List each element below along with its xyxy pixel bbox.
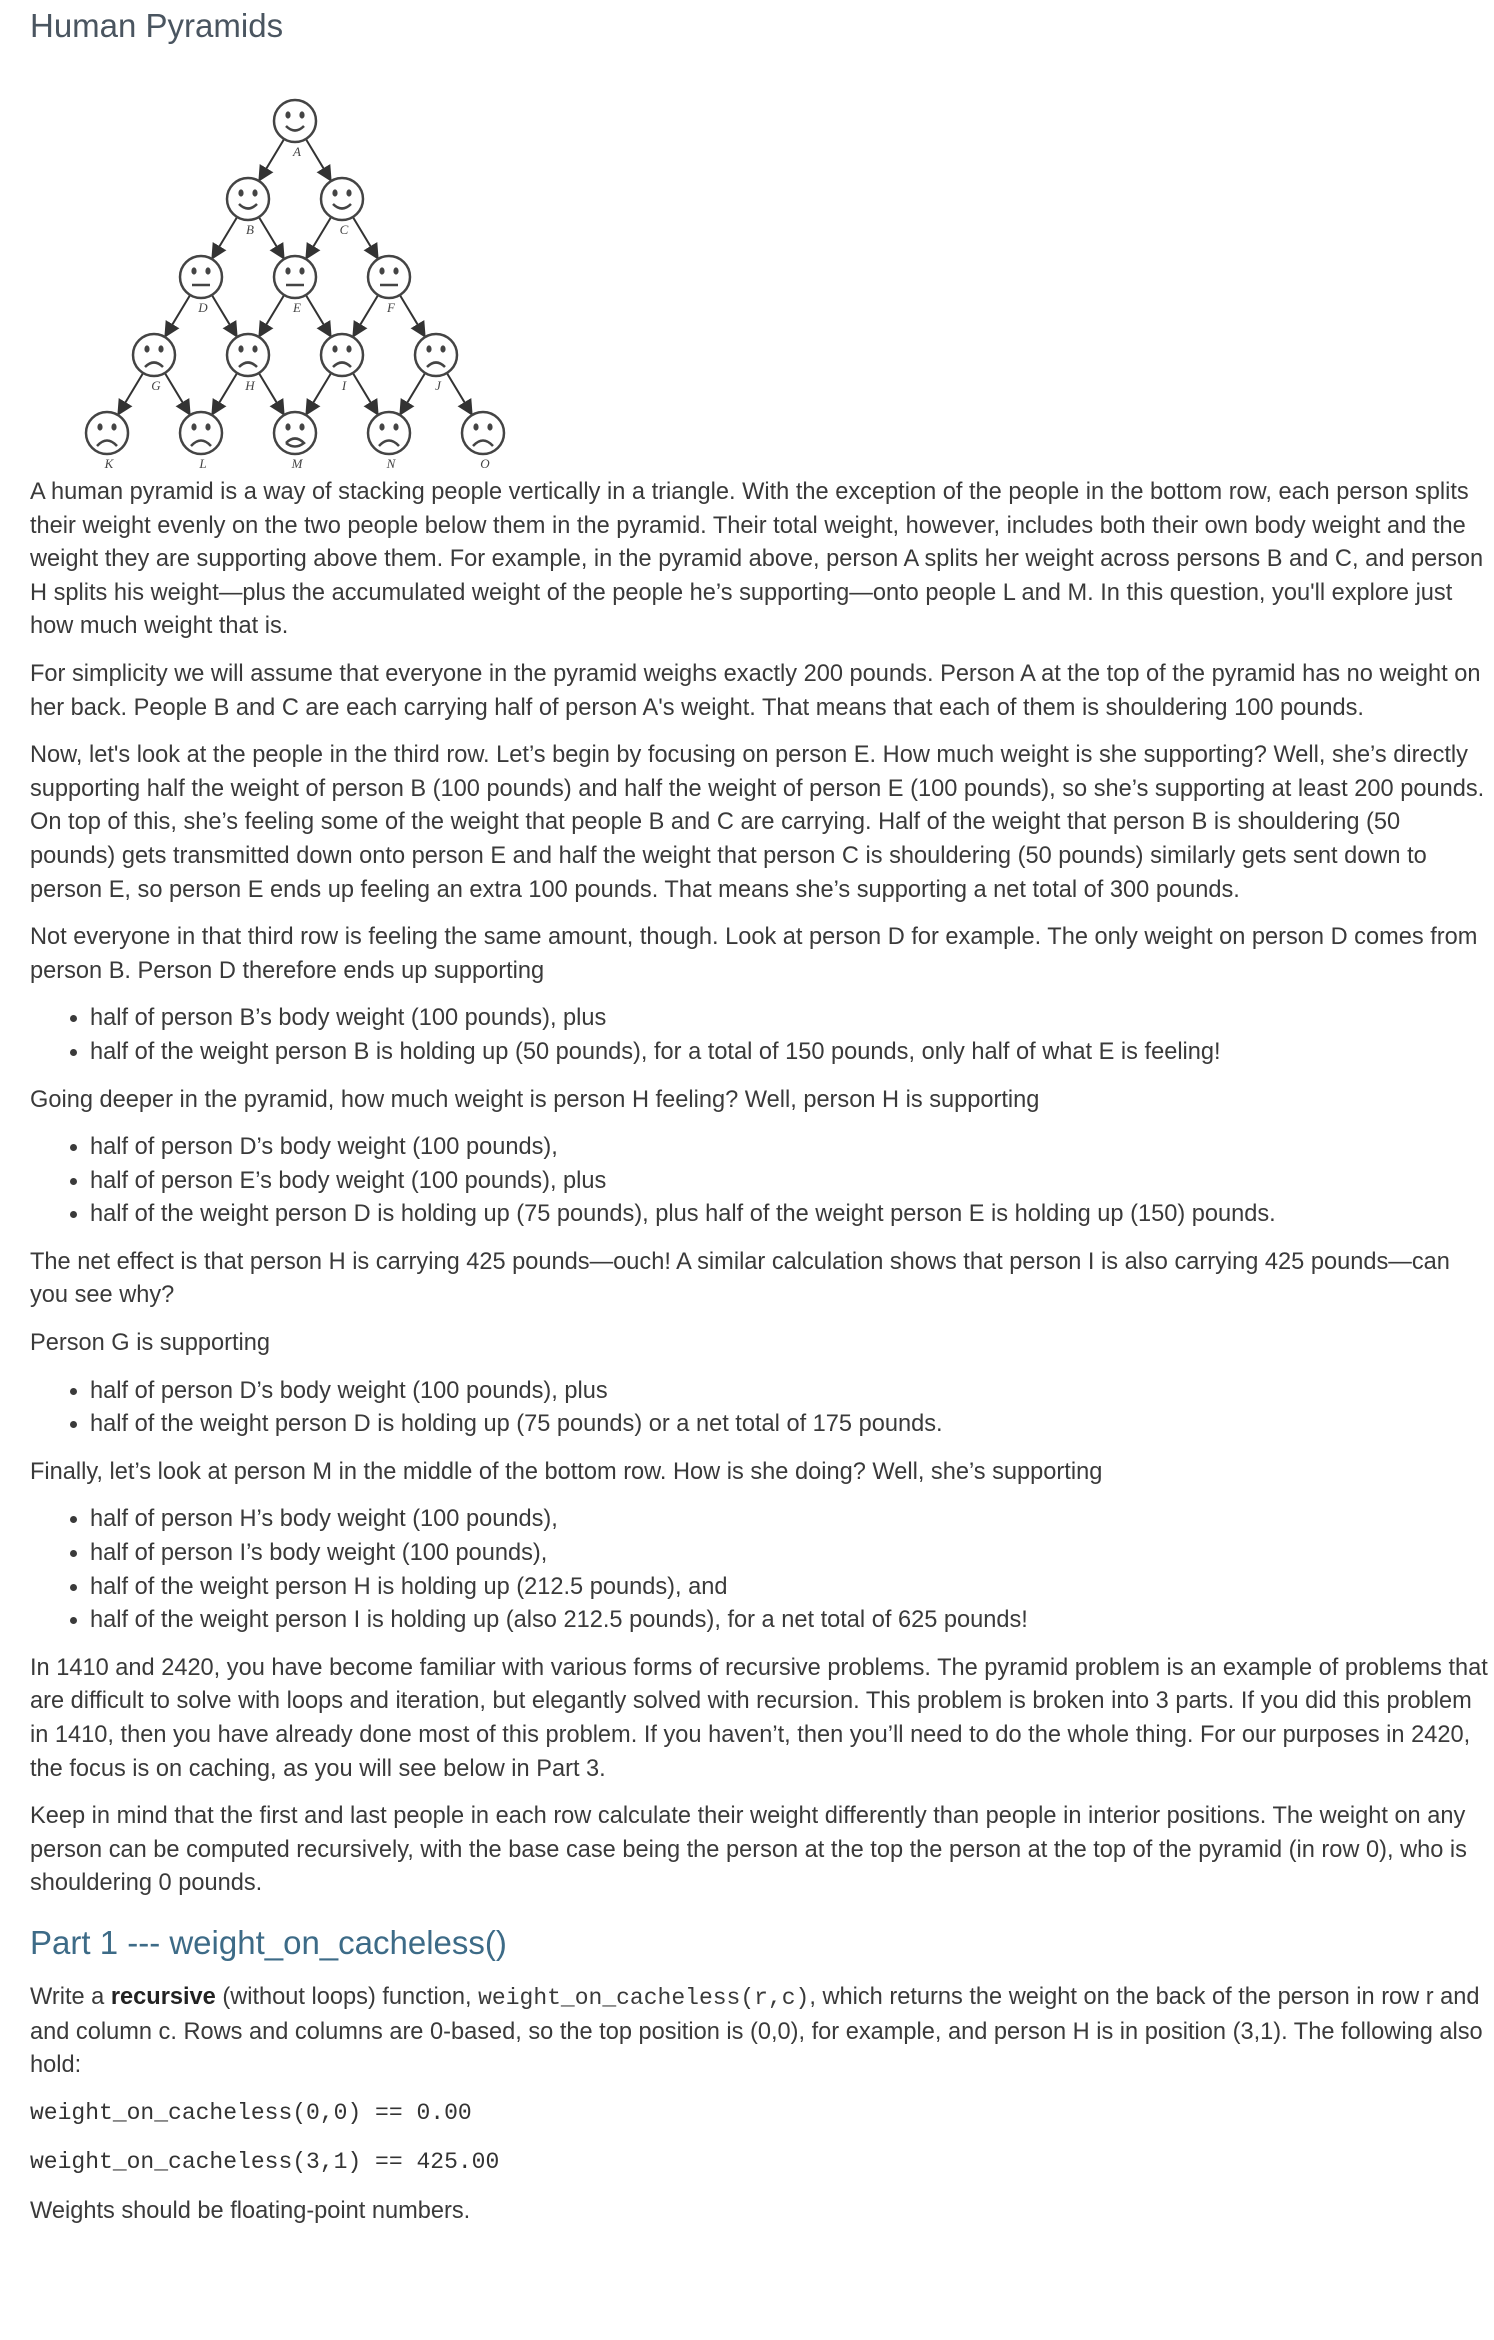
weight-arrow xyxy=(306,139,330,178)
section-heading-part1: Part 1 --- weight_on_cacheless() xyxy=(30,1923,507,1961)
list-item: • half of person E’s body weight (100 pounds), plus xyxy=(90,1165,1488,1199)
weight-arrow xyxy=(260,139,284,178)
person-n-face-icon xyxy=(368,412,410,454)
person-label: L xyxy=(199,456,207,471)
list-item: • half of person I’s body weight (100 pounds), xyxy=(90,1537,1488,1571)
person-label: B xyxy=(246,222,254,237)
person-label: G xyxy=(151,378,161,393)
weight-arrow xyxy=(212,295,236,334)
person-label: M xyxy=(291,456,303,471)
list-item: • half of the weight person I is holding up (also 212.5 pounds), for a net total of 625 pounds! xyxy=(90,1604,1488,1638)
weight-arrow xyxy=(165,373,189,412)
weight-arrow xyxy=(401,373,425,412)
paragraph-person-g: Person G is supporting xyxy=(30,1330,270,1357)
paragraph-person-h: Going deeper in the pyramid, how much weight is person H feeling? Well, person H is supporting xyxy=(30,1086,1040,1113)
weight-arrow xyxy=(259,217,283,256)
paragraph-third-row: Now, let's look at the people in the third row. Let’s begin by focusing on person E. How much weight is she supporting? Well, she’s directly supporting half the weight of person B (100 pounds) and half the weight of person E (100 pounds), so she’s supporting at least 200 pounds. On top of this, she’s feeling some of the weight that people B and C are carrying. Half of the weight that person B is shouldering (50 pounds) gets transmitted down onto person E and half the weight that person C is shouldering (50 pounds) similarly gets sent down to person E, so person E ends up feeling an extra 100 pounds. That means she’s supporting a net total of 300 pounds. xyxy=(30,742,1485,903)
paragraph-float-note: Weights should be floating-point numbers. xyxy=(30,2197,471,2224)
list-item: • half of the weight person B is holding up (50 pounds), for a total of 150 pounds, only half of what E is feeling! xyxy=(90,1036,1488,1070)
pyramid-figure xyxy=(30,76,550,476)
person-label: I xyxy=(341,378,347,393)
weight-arrow xyxy=(306,295,330,334)
person-label: H xyxy=(245,378,255,393)
document-page xyxy=(30,0,1488,2242)
pyramid-diagram xyxy=(70,76,530,476)
inline-code: weight_on_cacheless(r,c) xyxy=(478,1984,810,2011)
person-g-face-icon xyxy=(133,334,175,376)
person-label: O xyxy=(480,456,490,471)
list-person-d xyxy=(30,1002,1488,1069)
person-label: C xyxy=(339,222,349,237)
weight-arrow xyxy=(213,217,237,256)
list-person-m xyxy=(30,1503,1488,1637)
person-f-face-icon xyxy=(368,256,410,298)
weight-arrow xyxy=(119,373,143,412)
weight-arrow xyxy=(353,217,377,256)
person-h-face-icon xyxy=(227,334,269,376)
person-m-face-icon xyxy=(274,412,316,454)
paragraph-base-case: Keep in mind that the first and last people in each row calculate their weight differently than people in interior positions. The weight on any person can be computed recursively, with the base case being the person at the top the person at the top of the pyramid (in row 0), who is shouldering 0 pounds. xyxy=(30,1803,1467,1897)
person-k-face-icon xyxy=(86,412,128,454)
list-item: • half of the weight person H is holding up (212.5 pounds), and xyxy=(90,1571,1488,1605)
list-item: • half of person D’s body weight (100 pounds), plus xyxy=(90,1375,1488,1409)
list-item: • half of person D’s body weight (100 pounds), xyxy=(90,1131,1488,1165)
person-label: N xyxy=(386,456,396,471)
list-person-g xyxy=(30,1375,1488,1442)
weight-arrow xyxy=(447,373,471,412)
paragraph-person-d: Not everyone in that third row is feeling the same amount, though. Look at person D for example. The only weight on person D comes from person B. Person D therefore ends up supporting xyxy=(30,924,1478,984)
list-item: • half of person H’s body weight (100 pounds), xyxy=(90,1503,1488,1537)
person-label: J xyxy=(435,378,441,393)
weight-arrow xyxy=(259,373,283,412)
person-e-face-icon xyxy=(274,256,316,298)
weight-arrow xyxy=(353,373,377,412)
list-person-h xyxy=(30,1131,1488,1232)
paragraph-recursion: In 1410 and 2420, you have become familiar with various forms of recursive problems. The pyramid problem is an example of problems that are difficult to solve with loops and iteration, but elegantly solved with recursion. This problem is broken into 3 parts. If you did this problem in 1410, then you have already done most of this problem. If you haven’t, then you’ll need to do the whole thing. For our purposes in 2420, the focus is on caching, as you will see below in Part 3. xyxy=(30,1654,1488,1782)
paragraph-simplicity: For simplicity we will assume that everyone in the pyramid weighs exactly 200 pounds. Person A at the top of the pyramid has no weight on her back. People B and C are each carrying half of person A's weight. That means that each of them is shouldering 100 pounds. xyxy=(30,660,1481,721)
weight-arrow xyxy=(213,373,237,412)
weight-arrow xyxy=(354,295,378,334)
paragraph-intro: A human pyramid is a way of stacking people vertically in a triangle. With the exception of the people in the bottom row, each person splits their weight evenly on the two people below them in the pyramid. Their total weight, however, includes both their own body weight and the weight they are supporting above them. For example, in the pyramid above, person A splits her weight across persons B and C, and person H splits his weight—plus the accumulated weight of the people he’s supporting—onto people L and M. In this question, you'll explore just how much weight that is. xyxy=(30,479,1484,640)
list-item: • half of the weight person D is holding up (75 pounds) or a net total of 175 pounds. xyxy=(90,1408,1488,1442)
person-label: D xyxy=(198,300,208,315)
paragraph-part1-intro xyxy=(30,1981,1488,2083)
weight-arrow xyxy=(400,295,424,334)
intro-text: Write a xyxy=(30,1983,111,2010)
intro-text: (without loops) function, xyxy=(215,1983,479,2010)
person-c-face-icon xyxy=(321,178,363,220)
intro-text: , which returns the weight on the back of the person in row r and and column c. Rows and columns are 0-based, so the top position is (0,0), for example, and person H is in position (3,1). The following also hold: xyxy=(30,1983,1483,2079)
weight-arrow xyxy=(307,373,331,412)
person-b-face-icon xyxy=(227,178,269,220)
person-a-face-icon xyxy=(274,100,316,142)
code-example-2: weight_on_cacheless(3,1) == 425.00 xyxy=(30,2148,500,2175)
person-d-face-icon xyxy=(180,256,222,298)
code-example-1: weight_on_cacheless(0,0) == 0.00 xyxy=(30,2099,472,2126)
person-label: K xyxy=(104,456,114,471)
list-item: • half of person B’s body weight (100 pounds), plus xyxy=(90,1002,1488,1036)
weight-arrow xyxy=(260,295,284,334)
weight-arrow xyxy=(307,217,331,256)
list-item: • half of the weight person D is holding up (75 pounds), plus half of the weight person E is holding up (150) pounds. xyxy=(90,1198,1488,1232)
page-title: Human Pyramids xyxy=(30,7,284,44)
person-label: A xyxy=(293,144,301,159)
intro-bold: recursive xyxy=(110,1983,216,2010)
person-j-face-icon xyxy=(415,334,457,376)
weight-arrow xyxy=(166,295,190,334)
person-i-face-icon xyxy=(321,334,363,376)
paragraph-net-effect: The net effect is that person H is carrying 425 pounds—ouch! A similar calculation shows that person I is also carrying 425 pounds—can you see why? xyxy=(30,1248,1450,1309)
paragraph-person-m: Finally, let’s look at person M in the middle of the bottom row. How is she doing? Well, she’s supporting xyxy=(30,1458,1103,1485)
person-label: E xyxy=(293,300,301,315)
person-l-face-icon xyxy=(180,412,222,454)
person-label: F xyxy=(387,300,395,315)
person-o-face-icon xyxy=(462,412,504,454)
